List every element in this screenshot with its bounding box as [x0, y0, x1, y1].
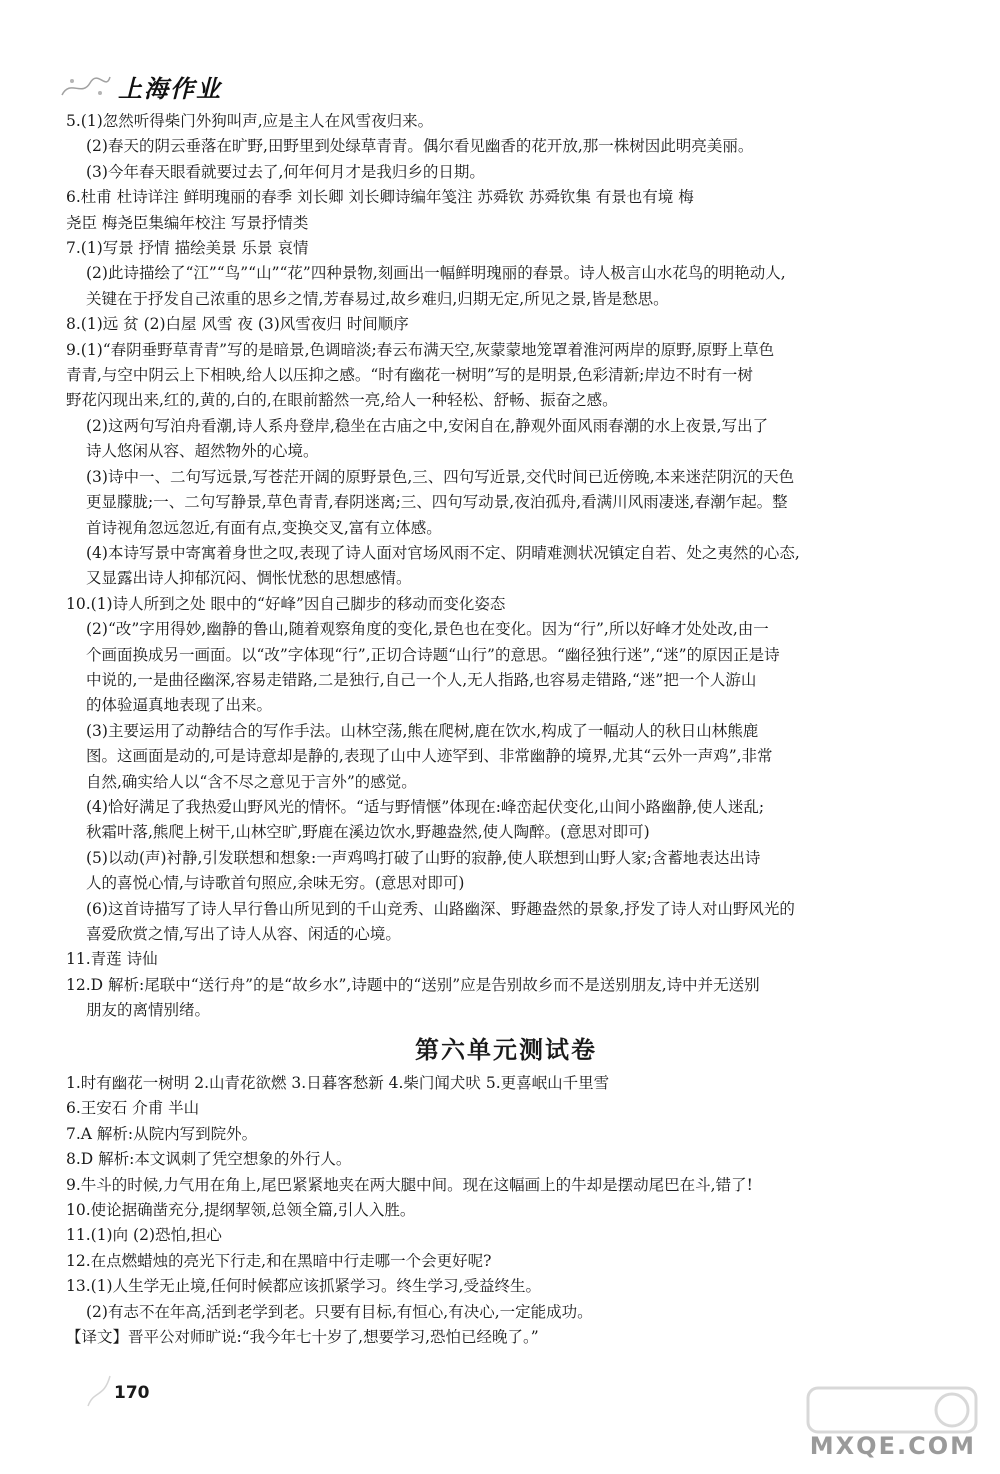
page-header: [60, 66, 222, 106]
answer-line: 【译文】晋平公对师旷说:“我今年七十岁了,想要学习,恐怕已经晚了。”: [66, 1328, 539, 1347]
answer-line: 1.时有幽花一树明 2.山青花欲燃 3.日暮客愁新 4.柴门闻犬吠 5.更喜岷山千里雪: [66, 1074, 610, 1093]
answer-line: 10.(1)诗人所到之处 眼中的“好峰”因自己脚步的移动而变化姿态: [66, 594, 506, 613]
header-title: 上海作业: [118, 74, 222, 103]
answer-line: 6.杜甫 杜诗详注 鲜明瑰丽的春季 刘长卿 刘长卿诗编年笺注 苏舜钦 苏舜钦集 有景也有境 梅: [66, 188, 694, 207]
corner-decoration-icon: [84, 1370, 114, 1410]
answer-line: 11.青莲 诗仙: [66, 950, 158, 969]
answer-line: 中说的,一是曲径幽深,容易走错路,二是独行,自己一个人,无人指路,也容易走错路,“迷”把一个人游山: [86, 670, 757, 689]
answer-line: 首诗视角忽远忽近,有面有点,变换交叉,富有立体感。: [86, 518, 442, 537]
answer-line: 9.(1)“春阴垂野草青青”写的是暗景,色调暗淡;春云布满天空,灰蒙蒙地笼罩着淮河两岸的原野,原野上草色: [66, 340, 775, 359]
answer-line: 个画面换成另一画面。以“改”字体现“行”,正切合诗题“山行”的意思。“幽径独行迷”,“迷”的原因正是诗: [86, 645, 780, 664]
answer-line: (5)以动(声)衬静,引发联想和想象:一声鸡鸣打破了山野的寂静,使人联想到山野人家;含蓄地表达出诗: [86, 848, 761, 867]
answer-line: 诗人悠闲从容、超然物外的心境。: [86, 442, 319, 461]
answer-line: (2)此诗描绘了“江”“鸟”“山”“花”四种景物,刻画出一幅鲜明瑰丽的春景。诗人极言山水花鸟的明艳动人,: [86, 264, 786, 283]
answer-line: (2)有志不在年高,活到老学到老。只要有目标,有恒心,有决心,一定能成功。: [86, 1302, 593, 1321]
answer-line: (2)“改”字用得妙,幽静的鲁山,随着观察角度的变化,景色也在变化。因为“行”,所以好峰才处处改,由一: [86, 620, 769, 639]
answer-line: 5.(1)忽然听得柴门外狗叫声,应是主人在风雪夜归来。: [66, 112, 434, 130]
answer-line: 关键在于抒发自己浓重的思乡之情,芳春易过,故乡难归,归期无定,所见之景,皆是愁思。: [86, 289, 669, 308]
answer-line: 青青,与空中阴云上下相映,给人以压抑之感。“时有幽花一树明”写的是明景,色彩清新;岸边不时有一树: [66, 366, 753, 385]
answer-line: (3)今年春天眼看就要过去了,何年何月才是我归乡的日期。: [86, 162, 485, 181]
answer-line: 12.在点燃蜡烛的亮光下行走,和在黑暗中行走哪一个会更好呢?: [66, 1251, 492, 1270]
answer-line: 8.D 解析:本文讽刺了凭空想象的外行人。: [66, 1150, 352, 1169]
answer-line: 朋友的离情别绪。: [86, 1001, 211, 1020]
answer-line: (3)诗中一、二句写远景,写苍茫开阔的原野景色,三、四句写近景,交代时间已近傍晚,本来迷茫阴沉的天色: [86, 467, 795, 486]
page-number: 170: [114, 1383, 150, 1403]
answer-line: 人的喜悦心情,与诗歌首句照应,余味无穷。(意思对即可): [86, 874, 465, 893]
answer-line: 9.牛斗的时候,力气用在角上,尾巴紧紧地夹在两大腿中间。现在这幅画上的牛却是摆动尾巴在斗,错了!: [66, 1175, 753, 1194]
answer-line: 秋霜叶落,熊爬上树干,山林空旷,野鹿在溪边饮水,野趣盎然,使人陶醉。(意思对即可): [86, 823, 650, 842]
answer-line: 野花闪现出来,红的,黄的,白的,在眼前豁然一亮,给人一种轻松、舒畅、振奋之感。: [66, 391, 618, 410]
answer-line: 尧臣 梅尧臣集编年校注 写景抒情类: [66, 213, 309, 232]
answer-line: 10.使论据确凿充分,提纲挈领,总领全篇,引人入胜。: [66, 1201, 416, 1220]
answer-line: (2)春天的阴云垂落在旷野,田野里到处绿草青青。偶尔看见幽香的花开放,那一株树因此明亮美丽。: [86, 137, 754, 156]
answer-line: 12.D 解析:尾联中“送行舟”的是“故乡水”,诗题中的“送别”应是告别故乡而不是送别朋友,诗中并无送别: [66, 975, 760, 994]
answer-line: 11.(1)向 (2)恐怕,担心: [66, 1226, 222, 1245]
answer-line: (4)本诗写景中寄寓着身世之叹,表现了诗人面对官场风雨不定、阴晴难测状况镇定自若、处之夷然的心态,: [86, 543, 800, 562]
answer-line: 自然,确实给人以“含不尽之意见于言外”的感觉。: [86, 772, 417, 791]
answer-line: (3)主要运用了动静结合的写作手法。山林空荡,熊在爬树,鹿在饮水,构成了一幅动人的秋日山林熊鹿: [86, 721, 759, 740]
answer-line: 7.(1)写景 抒情 描绘美景 乐景 哀情: [66, 239, 309, 258]
answer-line: 6.王安石 介甫 半山: [66, 1099, 200, 1118]
answer-line: (4)恰好满足了我热爱山野风光的情怀。“适与野情惬”体现在:峰峦起伏变化,山间小路幽静,使人迷乱;: [86, 797, 765, 816]
answer-line: 7.A 解析:从院内写到院外。: [66, 1124, 258, 1143]
answer-line: (2)这两句写泊舟看潮,诗人系舟登岸,稳坐在古庙之中,安闲自在,静观外面风雨春潮的水上夜景,写出了: [86, 416, 769, 435]
answer-line: 的体验逼真地表现了出来。: [86, 696, 273, 715]
answer-line: 图。这画面是动的,可是诗意却是静的,表现了山中人迹罕到、非常幽静的境界,尤其“云外一声鸡”,非常: [86, 747, 773, 766]
answer-line: 又显露出诗人抑郁沉闷、惆怅忧愁的思想感情。: [86, 569, 412, 588]
answer-line: 8.(1)远 贫 (2)白屋 风雪 夜 (3)风雪夜归 时间顺序: [66, 315, 409, 334]
header-decoration-icon: [60, 71, 112, 101]
answer-line: 13.(1)人生学无止境,任何时候都应该抓紧学习。终生学习,受益终生。: [66, 1277, 541, 1296]
watermark-text: MXQE.COM: [809, 1432, 976, 1460]
answer-line: 更显朦胧;一、二句写静景,草色青青,春阴迷离;三、四句写动景,夜泊孤舟,看满川风雨凄迷,春潮乍起。整: [86, 493, 788, 512]
section-title: 第六单元测试卷: [415, 1035, 597, 1064]
answer-content: [66, 109, 946, 1351]
answer-line: 喜爱欣赏之情,写出了诗人从容、闲适的心境。: [86, 925, 401, 943]
answer-line: (6)这首诗描写了诗人早行鲁山所见到的千山竞秀、山路幽深、野趣盎然的景象,抒发了诗人对山野风光的: [86, 899, 795, 918]
